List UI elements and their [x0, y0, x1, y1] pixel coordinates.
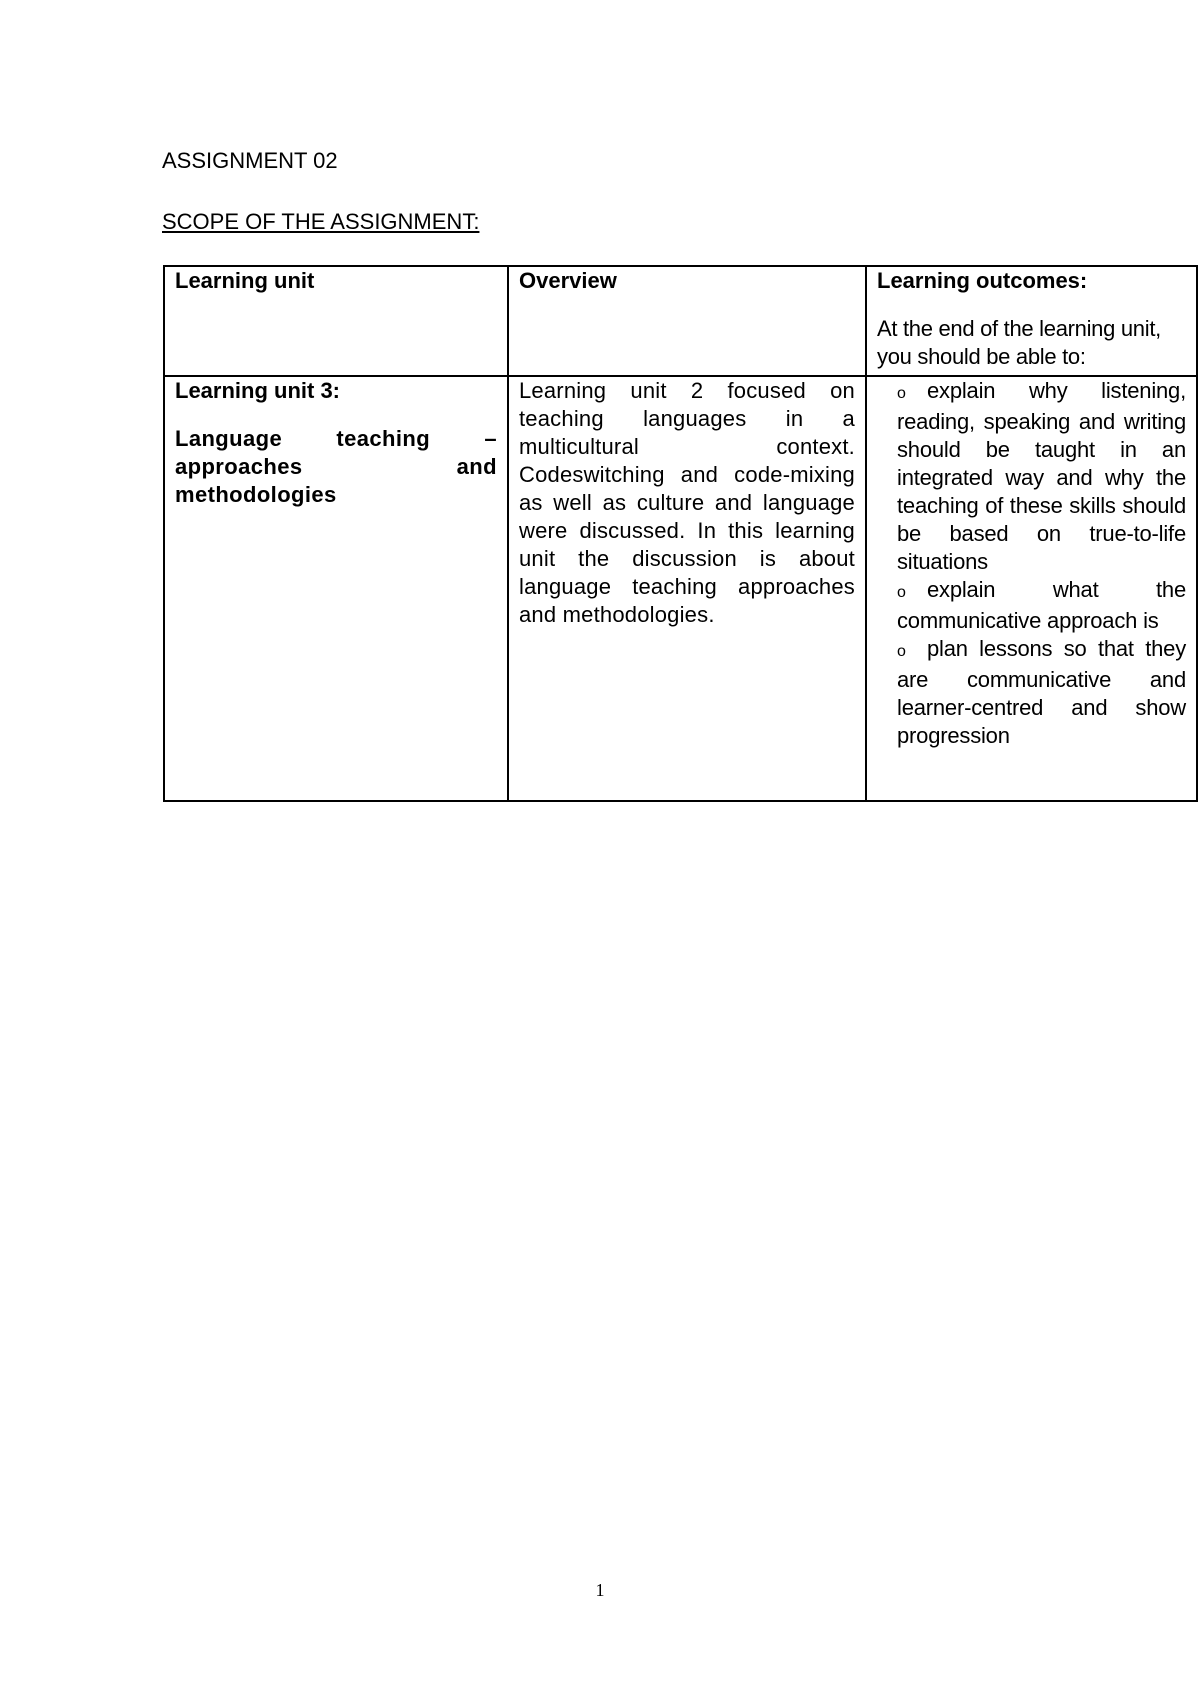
cell-learning-outcomes: [866, 376, 1197, 801]
scope-heading: SCOPE OF THE ASSIGNMENT:: [162, 209, 480, 234]
header-learning-outcomes-label: Learning outcomes:: [877, 268, 1088, 293]
header-learning-unit-label: Learning unit: [175, 268, 315, 293]
table-header-row: [164, 266, 1197, 376]
cell-overview: [508, 376, 866, 801]
bullet-icon: o: [897, 385, 906, 402]
page-number: 1: [595, 1580, 605, 1600]
outcome-text: plan lessons so that they are communicative and learner-centred and show progression: [897, 636, 1186, 748]
scope-table: [163, 265, 1198, 802]
header-overview-label: Overview: [519, 268, 617, 293]
list-item: [897, 635, 1186, 750]
unit-name: Language teaching – approaches and methodologies: [175, 426, 497, 507]
header-learning-unit: [164, 266, 508, 376]
list-item: [897, 576, 1186, 635]
outcomes-list: [877, 377, 1186, 750]
unit-label: Learning unit 3:: [175, 378, 340, 403]
outcome-text: explain why listening, reading, speaking and writing should be taught in an integrated way and why the teaching of these skills should be based on true-to-life situations: [897, 378, 1186, 574]
list-item: [897, 377, 1186, 576]
cell-learning-unit: [164, 376, 508, 801]
outcome-text: explain what the communicative approach is: [897, 577, 1186, 633]
overview-text: Learning unit 2 focused on teaching languages in a multicultural context. Codeswitching and code-mixing as well as culture and language were discussed. In this learning unit the discussion is about language teaching approaches and methodologies.: [519, 378, 855, 627]
bullet-icon: o: [897, 584, 906, 601]
header-learning-outcomes: [866, 266, 1197, 376]
assignment-title: ASSIGNMENT 02: [162, 148, 338, 173]
header-learning-outcomes-intro: At the end of the learning unit, you should be able to:: [877, 316, 1161, 369]
bullet-icon: o: [897, 643, 906, 660]
header-overview: [508, 266, 866, 376]
table-row: [164, 376, 1197, 801]
